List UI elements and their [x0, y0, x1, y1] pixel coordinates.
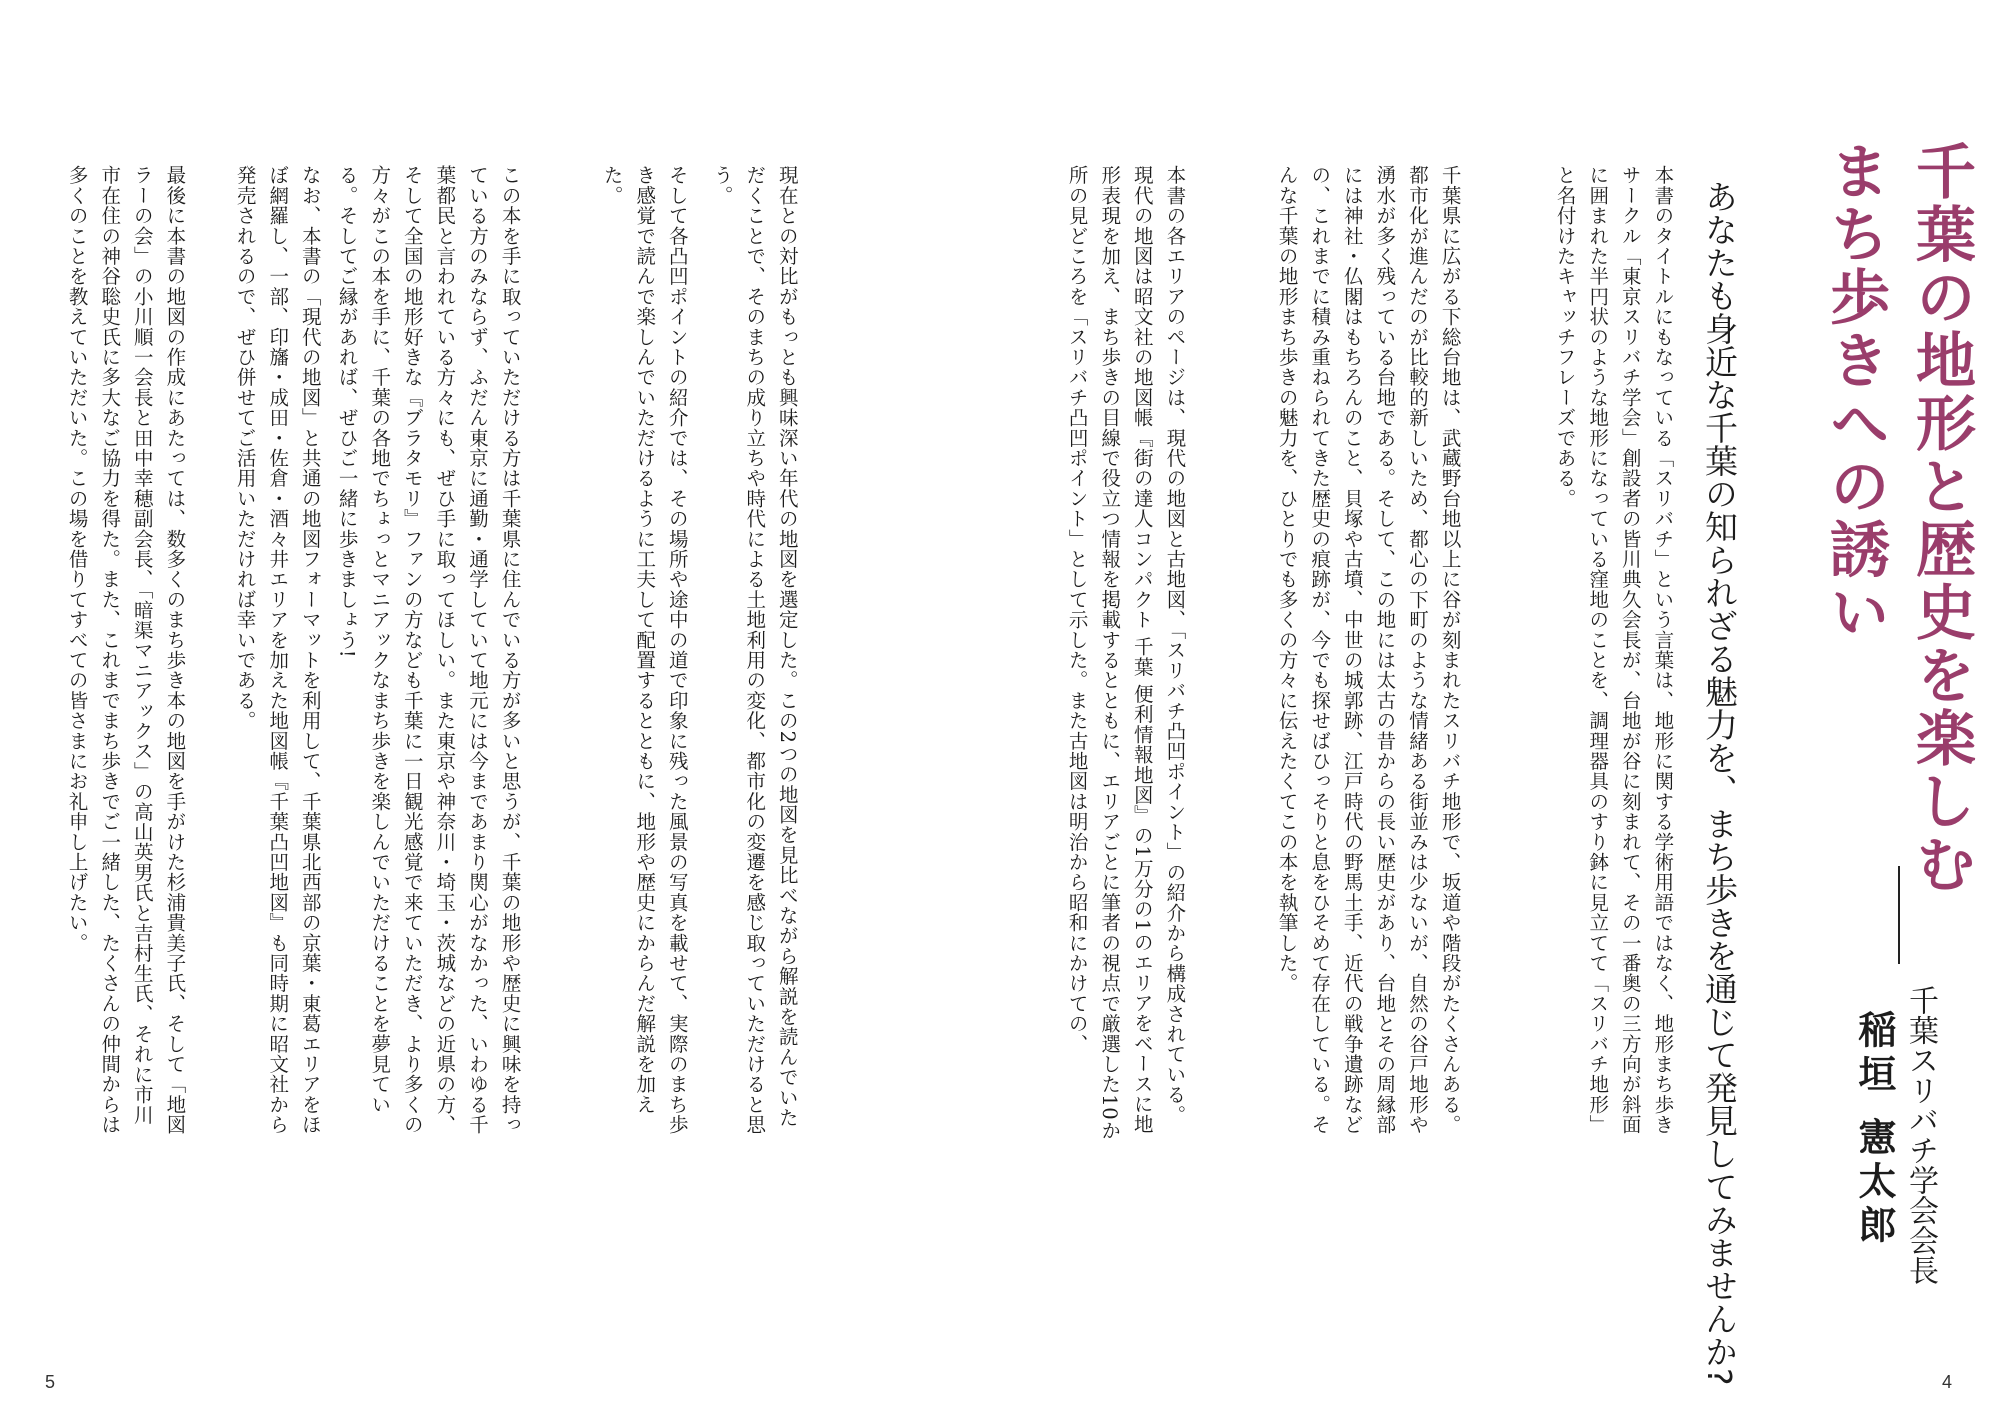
- left-paragraph-2: そして各凸凹ポイントの紹介では、その場所や途中の道で印象に残った風景の写真を載せて、実際のまち歩き感覚で読んで楽しんでいただけるように工夫して配置するとともに、地形や歴史にからんだ解説を加えた。: [600, 165, 689, 1135]
- left-paragraph-5: 最後に本書の地図の作成にあたっては、数多くのまち歩き本の地図を手がけた杉浦貴美子氏、そして「地図ラーの会」の小川順一会長と田中幸穂副会長、「暗渠マニアックス」の高山英男氏と吉村生氏、それに市川市在住の神谷聡史氏に多大なご協力を得た。また、これまでまち歩きでご一緒した、たくさんの仲間からは多くのことを教えていただいた。この場を借りてすべての皆さまにお礼申し上げたい。: [65, 165, 187, 1135]
- left-paragraph-4: なお、本書の「現代の地図」と共通の地図フォーマットを利用して、千葉県北西部の京葉・東葛エリアをほぼ網羅し、一部、印旛・成田・佐倉・酒々井エリアを加えた地図帳『千葉凸凹地図』も同時期に昭文社から発売されるので、ぜひ併せてご活用いただければ幸いである。: [233, 165, 322, 1135]
- author-name: 稲垣 憲太郎: [1852, 1010, 1896, 1250]
- right-paragraph-3: 本書の各エリアのページは、現代の地図と古地図、「スリバチ凸凹ポイント」の紹介から構成されている。現代の地図は昭文社の地図帳『街の達人コンパクト 千葉 便利情報地図』の1万分の1のエリアをベースに地形表現を加え、まち歩きの目線で役立つ情報を掲載するとともに、エリアごとに筆者の視点で厳選した10か所の見どころを「スリバチ凸凹ポイント」として示した。また古地図は明治から昭和にかけての、: [1065, 165, 1187, 1141]
- right-paragraph-2: 千葉県に広がる下総台地は、武蔵野台地以上に谷が刻まれたスリバチ地形で、坂道や階段がたくさんある。都市化が進んだのが比較的新しいため、都心の下町のような情緒ある街並みは少ないが、自然の谷戸地形や湧水が多く残っている台地である。そして、この地には太古の昔からの長い歴史があり、台地とその周縁部には神社・仏閣はもちろんのこと、貝塚や古墳、中世の城郭跡、江戸時代の野馬土手、近代の戦争遺跡などの、これまでに積み重ねられてきた歴史の痕跡が、今でも探せばひっそりと息をひそめて存在している。そんな千葉の地形まち歩きの魅力を、ひとりでも多くの方々に伝えたくてこの本を執筆した。: [1275, 165, 1462, 1135]
- page-subtitle: あなたも身近な千葉の知られざる魅力を、まち歩きを通じて発見してみませんか?: [1700, 180, 1739, 1386]
- left-paragraph-3: この本を手に取っていただける方は千葉県に住んでいる方が多いと思うが、千葉の地形や歴史に興味を持っている方のみならず、ふだん東京に通勤・通学していて地元には今まであまり関心がなかった、いわゆる千葉都民と言われている方々にも、ぜひ手に取ってほしい。また東京や神奈川・埼玉・茨城などの近県の方、そして全国の地形好きな『ブラタモリ』ファンの方なども千葉に一日観光感覚で来ていただき、より多くの方々がこの本を手に、千葉の各地でちょっとマニアックなまち歩きを楽しんでいただけることを夢見ている。そしてご縁があれば、ぜひご一緒に歩きましょう!: [335, 165, 522, 1135]
- page-number-left: 5: [45, 1372, 56, 1392]
- title-line-2: まち歩きへの誘い: [1820, 140, 1890, 644]
- right-page: [1000, 0, 2000, 1418]
- left-paragraph-1: 現在との対比がもっとも興味深い年代の地図を選定した。この2つの地図を見比べながら解説を読んでいただくことで、そのまちの成り立ちや時代による土地利用の変化、都市化の変遷を感じ取っていただけると思う。: [710, 165, 799, 1135]
- author-divider: [1898, 866, 1900, 964]
- title-line-1: 千葉の地形と歴史を楽しむ: [1906, 140, 1976, 896]
- page-number-right: 4: [1942, 1372, 1953, 1392]
- author-organization: 千葉スリバチ学会会長: [1903, 985, 1938, 1285]
- right-paragraph-1: 本書のタイトルにもなっている「スリバチ」という言葉は、地形に関する学術用語ではなく、地形まち歩きサークル「東京スリバチ学会」創設者の皆川典久会長が、台地が谷に刻まれて、その一番奥の三方向が斜面に囲まれた半円状のような地形になっている窪地のことを、調理器具のすり鉢に見立てて「スリバチ地形」と名付けたキャッチフレーズである。: [1553, 165, 1675, 1135]
- page-title: [1812, 140, 1984, 896]
